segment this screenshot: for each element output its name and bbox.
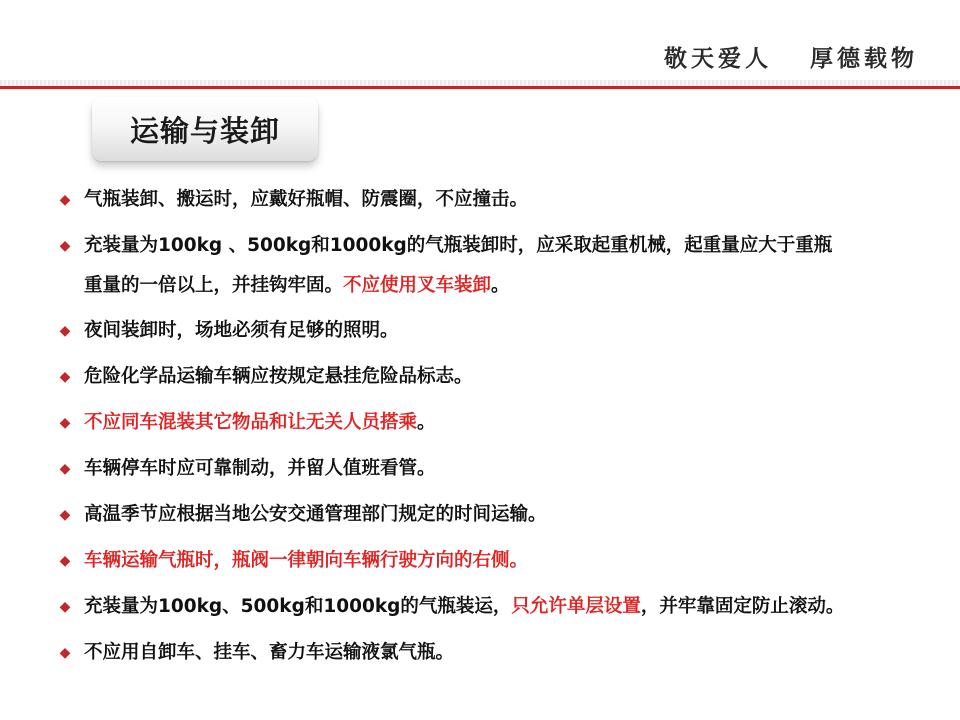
list-item [58,495,938,535]
section-title: 运输与装卸 [129,113,280,148]
section-title-box [92,97,318,161]
list-item [58,449,938,489]
list-item [58,587,938,627]
motto-right: 厚德载物 [810,45,918,72]
list-item-text: 夜间装卸时，场地必须有足够的照明。 [84,320,399,341]
list-item-text: 不应用自卸车、挂车、畜力车运输液氯气瓶。 [84,642,455,663]
diamond-bullet-icon: ◆ [59,645,71,661]
list-item-text: 充装量为100kg 、500kg和1000kg的气瓶装卸时，应采取起重机械，起重量应大于重瓶 [84,235,833,256]
list-item [58,541,938,581]
diamond-bullet-icon: ◆ [59,238,71,254]
header-red-line [0,86,960,89]
diamond-bullet-icon: ◆ [59,599,71,615]
list-item-text: 车辆运输气瓶时，瓶阀一律朝向车辆行驶方向的右侧。 [84,550,529,571]
diamond-bullet-icon: ◆ [59,461,71,477]
list-item-text: 车辆停车时应可靠制动，并留人值班看管。 [84,458,436,479]
diamond-bullet-icon: ◆ [59,553,71,569]
list-item-text: 充装量为100kg、500kg和1000kg的气瓶装运，只允许单层设置，并牢靠固定防止滚动。 [84,596,845,617]
list-item-text: 高温季节应根据当地公安交通管理部门规定的时间运输。 [84,504,547,525]
list-item [58,403,938,443]
list-item [58,180,938,220]
list-item-text: 危险化学品运输车辆应按规定悬挂危险品标志。 [84,366,473,387]
list-item-text: 气瓶装卸、搬运时，应戴好瓶帽、防震圈，不应撞击。 [84,189,529,210]
diamond-bullet-icon: ◆ [59,192,71,208]
list-item-text-line2: 重量的一倍以上，并挂钩牢固。不应使用叉车装卸。 [84,275,510,296]
diamond-bullet-icon: ◆ [59,507,71,523]
list-item [58,357,938,397]
diamond-bullet-icon: ◆ [59,369,71,385]
list-item [58,311,938,351]
header-motto [664,40,918,73]
motto-left: 敬天爱人 [664,45,772,72]
list-item-text: 不应同车混装其它物品和让无关人员搭乘。 [84,412,436,433]
list-item [58,633,938,673]
diamond-bullet-icon: ◆ [59,415,71,431]
list-item [58,226,938,306]
diamond-bullet-icon: ◆ [59,323,71,339]
